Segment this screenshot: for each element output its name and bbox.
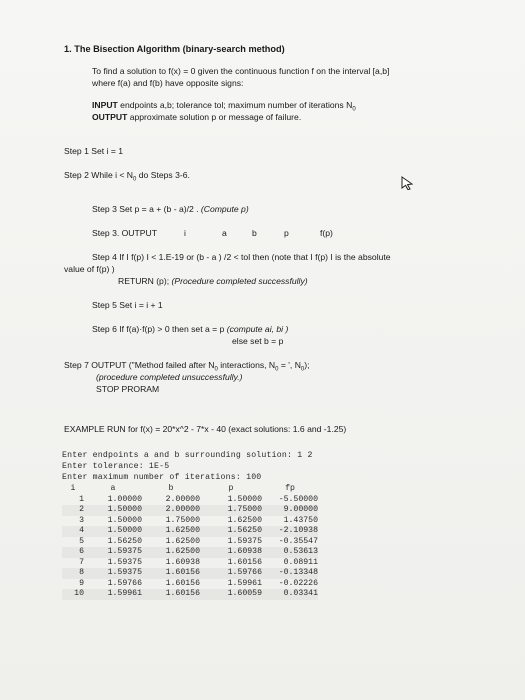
cell-i: 1 xyxy=(79,494,84,504)
cell-p: 1.62500 xyxy=(227,515,262,525)
cell-b: 1.62500 xyxy=(142,547,200,558)
cell-fp: -5.50000 xyxy=(278,494,318,504)
cell-fp: 0.53613 xyxy=(262,547,318,558)
intro-line-2: where f(a) and f(b) have opposite signs: xyxy=(92,78,244,88)
step-3b-col-fp: f(p) xyxy=(320,228,333,238)
step-4-line-1: Step 4 If I f(p) I < 1.E-19 or (b - a ) /2 < tol then (note that I f(p) I is the absolute xyxy=(92,252,391,262)
input-text: endpoints a,b; tolerance tol; maximum number of iterations N xyxy=(120,100,353,110)
cell-p: 1.56250 xyxy=(200,526,262,537)
step-2-sub: 0 xyxy=(133,176,137,183)
cell-fp: 1.43750 xyxy=(283,515,318,525)
cell-i: 8 xyxy=(62,568,84,579)
input-label: INPUT xyxy=(92,100,118,110)
step-6-line-1 xyxy=(92,324,288,335)
step-7-sub-1: 0 xyxy=(214,366,218,373)
step-3b-col-a: a xyxy=(222,228,227,238)
cell-a: 1.50000 xyxy=(84,526,142,537)
cell-a: 1.59375 xyxy=(84,547,142,558)
cell-b: 1.60156 xyxy=(142,589,200,600)
cell-fp: -0.13348 xyxy=(262,568,318,579)
cell-p: 1.60938 xyxy=(200,547,262,558)
cell-fp: 0.08911 xyxy=(283,557,318,567)
output-line xyxy=(92,112,301,123)
step-6-text: Step 6 If f(a)·f(p) > 0 then set a = p xyxy=(92,324,225,334)
cell-a: 1.59766 xyxy=(107,578,142,588)
table-row xyxy=(62,568,318,579)
step-7-d: ); xyxy=(304,360,310,370)
cell-b: 1.60156 xyxy=(165,578,200,588)
step-7-note: (procedure completed unsuccessfully.) xyxy=(96,372,243,382)
cell-fp: 9.00000 xyxy=(262,505,318,516)
output-text: approximate solution p or message of failure. xyxy=(129,112,302,122)
cell-p: 1.59961 xyxy=(227,578,262,588)
step-6-line-2: else set b = p xyxy=(232,336,284,346)
header-b: b xyxy=(168,484,174,493)
cell-a: 1.59375 xyxy=(84,568,142,579)
cell-fp: -0.35547 xyxy=(278,536,318,546)
cell-p: 1.75000 xyxy=(200,505,262,516)
step-4-return xyxy=(118,276,308,287)
cell-fp: 0.03341 xyxy=(262,589,318,600)
cell-p: 1.60059 xyxy=(200,589,262,600)
cell-b: 1.62500 xyxy=(142,526,200,537)
cell-i: 2 xyxy=(62,505,84,516)
mouse-pointer-icon xyxy=(400,176,414,190)
cell-b: 1.75000 xyxy=(165,515,200,525)
cell-a: 1.00000 xyxy=(107,494,142,504)
cell-a: 1.56250 xyxy=(107,536,142,546)
step-7-b: interactions, N xyxy=(217,360,276,370)
step-7-sub-2: 0 xyxy=(275,366,279,373)
cell-a: 1.59375 xyxy=(107,557,142,567)
iteration-table-header xyxy=(62,484,318,495)
cell-p: 1.59375 xyxy=(227,536,262,546)
step-3b-col-i: i xyxy=(184,228,186,238)
cell-i: 6 xyxy=(62,547,84,558)
table-row xyxy=(62,516,318,527)
step-3a-text: Step 3 Set p = a + (b - a)/2 . xyxy=(92,204,199,214)
cell-i: 3 xyxy=(79,515,84,525)
cell-b: 2.00000 xyxy=(165,494,200,504)
run-prompt-endpoints: Enter endpoints a and b surrounding solution: 1 2 xyxy=(62,451,313,460)
cell-a: 1.59961 xyxy=(84,589,142,600)
cell-i: 10 xyxy=(62,589,84,600)
header-fp: fp xyxy=(285,484,295,493)
cell-b: 1.62500 xyxy=(165,536,200,546)
cell-i: 7 xyxy=(79,557,84,567)
table-row xyxy=(62,547,318,558)
intro-line-1: To find a solution to f(x) = 0 given the continuous function f on the interval [a,b] xyxy=(92,66,390,76)
header-p: p xyxy=(228,484,234,493)
cell-b: 1.60938 xyxy=(165,557,200,567)
cell-b: 1.60156 xyxy=(142,568,200,579)
run-prompt-tolerance: Enter tolerance: 1E-5 xyxy=(62,462,170,471)
cell-b: 2.00000 xyxy=(142,505,200,516)
table-row xyxy=(62,537,318,548)
step-2-tail: do Steps 3-6. xyxy=(136,170,190,180)
step-7-a: Step 7 OUTPUT ("Method failed after N xyxy=(64,360,215,370)
step-2-text: Step 2 While i < N xyxy=(64,170,134,180)
cell-i: 9 xyxy=(79,578,84,588)
header-a: a xyxy=(110,484,116,493)
step-4-return-note: (Procedure completed successfully) xyxy=(171,276,308,286)
cell-p: 1.59766 xyxy=(200,568,262,579)
step-5: Step 5 Set i = i + 1 xyxy=(92,300,163,310)
step-3b-col-b: b xyxy=(252,228,257,238)
step-6-note: (compute ai, bi ) xyxy=(226,324,289,334)
step-3a xyxy=(92,204,249,215)
step-7-sub-3: 0 xyxy=(300,366,305,373)
input-sub: 0 xyxy=(352,106,356,113)
table-row xyxy=(62,589,318,600)
cell-a: 1.50000 xyxy=(84,505,142,516)
cell-i: 5 xyxy=(79,536,84,546)
step-4-return-text: RETURN (p); xyxy=(118,276,170,286)
step-7-c: = ', N xyxy=(278,360,301,370)
run-prompt-iterations: Enter maximum number of iterations: 100 xyxy=(62,473,262,482)
step-4-line-2: value of f(p) ) xyxy=(64,264,115,274)
output-label: OUTPUT xyxy=(92,112,128,122)
step-3a-note: (Compute p) xyxy=(200,204,249,214)
cell-p: 1.60156 xyxy=(227,557,262,567)
cell-a: 1.50000 xyxy=(107,515,142,525)
step-7-stop: STOP PRORAM xyxy=(96,384,160,394)
table-row xyxy=(62,505,318,516)
cell-p: 1.50000 xyxy=(227,494,262,504)
iteration-table xyxy=(62,484,318,600)
table-row xyxy=(62,579,318,590)
example-title: EXAMPLE RUN for f(x) = 20*x^2 - 7*x - 40 (exact solutions: 1.6 and -1.25) xyxy=(64,424,347,434)
table-row xyxy=(62,495,318,506)
table-row xyxy=(62,526,318,537)
table-row xyxy=(62,558,318,569)
heading: 1. The Bisection Algorithm (binary-search method) xyxy=(64,44,285,54)
step-1: Step 1 Set i = 1 xyxy=(64,146,124,156)
step-3b-col-p: p xyxy=(284,228,289,238)
cell-fp: -0.02226 xyxy=(278,578,318,588)
step-3b-text: Step 3. OUTPUT xyxy=(92,228,157,238)
header-i: i xyxy=(70,484,76,493)
cell-fp: -2.10938 xyxy=(262,526,318,537)
cell-i: 4 xyxy=(62,526,84,537)
step-2 xyxy=(64,170,190,186)
